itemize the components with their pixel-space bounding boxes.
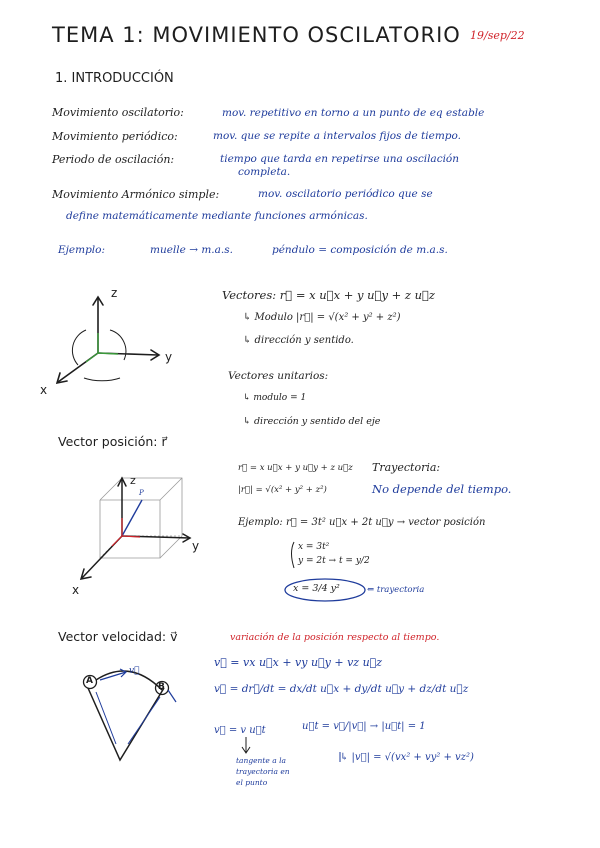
def-text-4b: define matemáticamente mediante funciones armónicas. [66,210,368,222]
def-term-2: Movimiento periódico: [52,130,178,143]
vectors-direccion: ↳ dirección y sentido. [243,335,354,346]
date-label: 19/sep/22 [470,29,525,42]
velocidad-desc: variación de la posición respecto al tiempo. [230,632,440,643]
unit-vectors-title: Vectores unitarios: [228,370,329,382]
unit-vectors-direccion: ↳ dirección y sentido del eje [243,416,381,427]
section-heading-velocidad: Vector velocidad: v⃗ [58,629,178,644]
velocidad-eq3: v⃗ = v u⃗t [214,725,266,736]
posicion-eq1: r⃗ = x u⃗x + y u⃗y + z u⃗z [238,463,353,473]
def-term-4: Movimiento Armónico simple: [52,188,220,201]
unit-vectors-modulo: ↳ modulo = 1 [243,393,307,403]
tangente-line-3: el punto [236,778,268,787]
def-text-3b: completa. [238,166,291,178]
posicion-eq2: |r⃗| = √(x² + y² + z²) [238,485,327,495]
trayectoria-label: Trayectoria: [372,461,441,474]
no-depende-label: No depende del tiempo. [372,482,512,496]
axis-label-x-2: x [72,583,80,597]
axis-label-y-1: y [165,350,173,364]
def-text-4: mov. oscilatorio periódico que se [258,188,433,200]
def-text-1: mov. repetitivo en torno a un punto de eq estable [222,107,485,119]
velocidad-eq4: u⃗t = v⃗/|v⃗| → |u⃗t| = 1 [302,721,426,732]
page-title: TEMA 1: MOVIMIENTO OSCILATORIO [52,23,461,47]
velocidad-eq2: v⃗ = dr⃗/dt = dx/dt u⃗x + dy/dt u⃗y + dz/dt u⃗z [214,683,469,695]
section-heading-intro: 1. INTRODUCCIÓN [55,71,174,86]
axis-label-y-2: y [192,539,200,553]
vectors-equation: Vectores: r⃗ = x u⃗x + y u⃗y + z u⃗z [222,288,435,302]
def-term-1: Movimiento oscilatorio: [52,106,184,119]
def-term-3: Periodo de oscilación: [52,153,175,166]
point-p-label: P [139,489,144,497]
point-b-label: B [158,682,165,692]
tangente-line-1: tangente a la [236,756,286,765]
vectors-modulo: ↳ Modulo |r⃗| = √(x² + y² + z²) [243,312,401,323]
axis-label-z-1: z [111,286,118,300]
position-vectors-lines [88,688,164,760]
tangente-line-2: trayectoria en [236,767,290,776]
def-text-2: mov. que se repite a intervalos fijos de tiempo. [213,130,461,142]
trajectory-result: x = 3/4 y² [293,583,340,594]
section-heading-posicion: Vector posición: r⃗ [58,434,167,449]
velocidad-eq1: v⃗ = vx u⃗x + vy u⃗y + vz u⃗z [214,656,383,669]
example-pendulo: péndulo = composición de m.a.s. [272,244,448,256]
example-label: Ejemplo: [58,244,106,256]
def-text-3: tiempo que tarda en repetirse una oscilación [220,153,460,165]
point-a-label: A [86,676,93,686]
axis-label-x-1: x [40,383,48,397]
axis-label-z-2: z [130,474,136,487]
velocity-label: v⃗ [129,666,140,676]
system-eq1: x = 3t² [298,542,330,552]
system-eq2: y = 2t → t = y/2 [298,556,370,566]
velocidad-eq5: ↳ |v⃗| = √(vx² + vy² + vz²) [340,752,474,763]
posicion-example: Ejemplo: r⃗ = 3t² u⃗x + 2t u⃗y → vector posición [238,517,486,528]
example-muelle: muelle → m.a.s. [150,244,233,256]
trajectory-note: ⇐ trayectoria [367,585,425,595]
